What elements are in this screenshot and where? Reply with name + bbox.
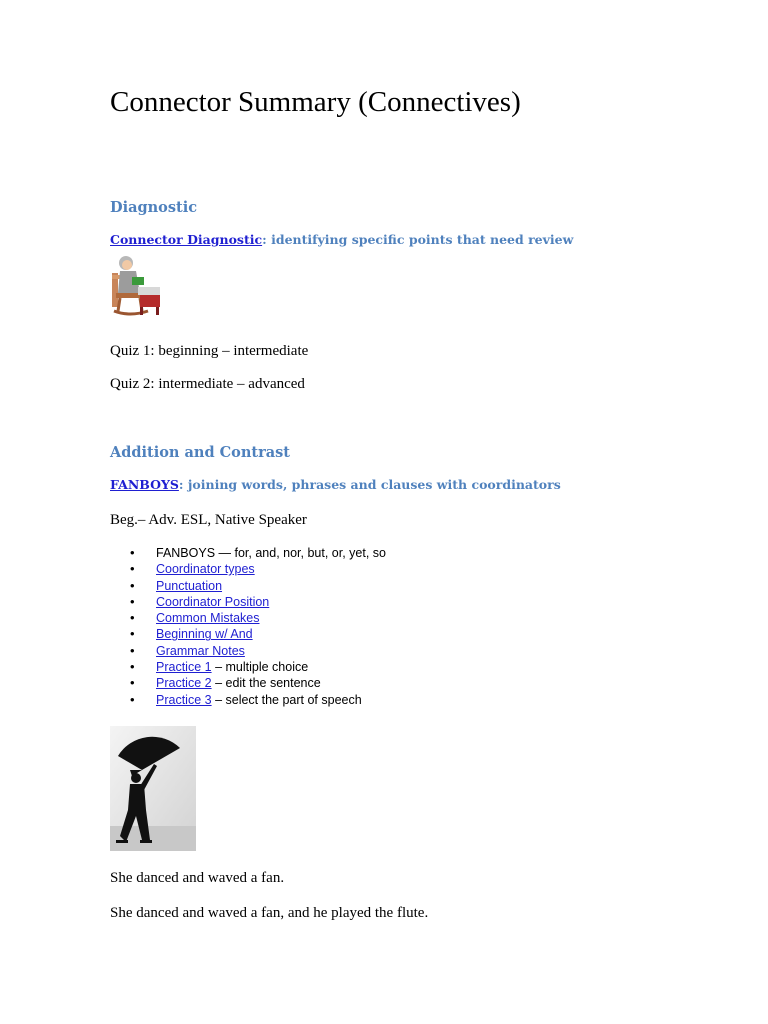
addition-contrast-heading: Addition and Contrast xyxy=(110,444,290,461)
list-item xyxy=(110,659,386,675)
list-item xyxy=(110,594,386,610)
coordinator-types-link[interactable]: Coordinator types xyxy=(156,562,255,577)
level-text: Beg.– Adv. ESL, Native Speaker xyxy=(110,512,307,528)
diagnostic-heading: Diagnostic xyxy=(110,199,198,216)
grammar-notes-link[interactable]: Grammar Notes xyxy=(156,643,245,658)
diagnostic-line xyxy=(110,232,573,247)
beginning-with-and-link[interactable]: Beginning w/ And xyxy=(156,627,253,642)
list-item xyxy=(110,692,386,708)
practice-3-link[interactable]: Practice 3 xyxy=(156,692,212,707)
practice-1-link[interactable]: Practice 1 xyxy=(156,660,212,675)
list-item xyxy=(110,643,386,659)
fan-dancer-image xyxy=(110,726,196,851)
example-sentence-1: She danced and waved a fan. xyxy=(110,870,285,886)
reading-grandma-image xyxy=(110,253,162,317)
list-item xyxy=(110,545,386,561)
coordinator-position-link[interactable]: Coordinator Position xyxy=(156,594,270,609)
quiz-2-text: Quiz 2: intermediate – advanced xyxy=(110,376,305,392)
common-mistakes-link[interactable]: Common Mistakes xyxy=(156,611,260,626)
practice-3-suffix: – select the part of speech xyxy=(211,692,362,707)
list-item xyxy=(110,675,386,691)
example-sentence-2: She danced and waved a fan, and he played the flute. xyxy=(110,905,429,921)
quiz-1-text: Quiz 1: beginning – intermediate xyxy=(110,343,309,359)
punctuation-link[interactable]: Punctuation xyxy=(156,578,223,593)
list-item xyxy=(110,561,386,577)
connector-diagnostic-link[interactable]: Connector Diagnostic xyxy=(110,232,263,247)
list-item xyxy=(110,610,386,626)
practice-2-link[interactable]: Practice 2 xyxy=(156,676,212,691)
fanboys-topic-list xyxy=(110,545,386,708)
fanboys-line xyxy=(110,477,561,492)
fanboys-description: : joining words, phrases and clauses with coordinators xyxy=(178,477,561,492)
practice-2-suffix: – edit the sentence xyxy=(211,676,321,691)
list-item xyxy=(110,626,386,642)
practice-1-suffix: – multiple choice xyxy=(211,660,309,675)
fanboys-summary: FANBOYS — for, and, nor, but, or, yet, so xyxy=(156,546,386,560)
page-title: Connector Summary (Connectives) xyxy=(110,86,521,118)
fanboys-link[interactable]: FANBOYS xyxy=(110,477,179,492)
list-item xyxy=(110,578,386,594)
diagnostic-description: : identifying specific points that need review xyxy=(262,232,574,247)
